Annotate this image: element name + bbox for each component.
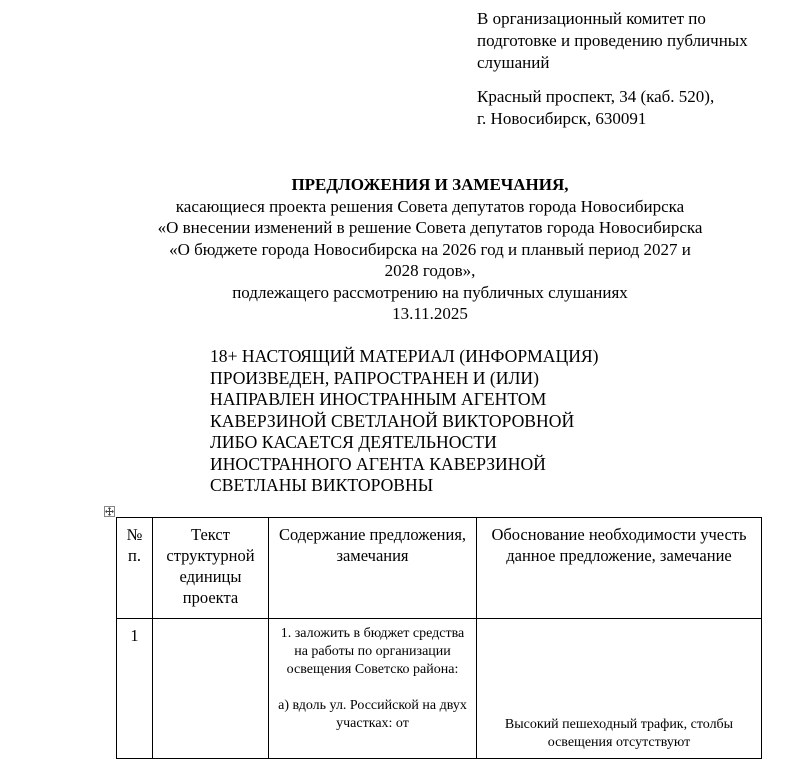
row-number: 1 (117, 619, 153, 759)
table-row (117, 619, 762, 759)
content-paragraph: 1. заложить в бюджет средства на работы по организации освещения Советско района: (280, 626, 465, 677)
row-content (269, 619, 477, 759)
notice-line: КАВЕРЗИНОЙ СВЕТЛАНОЙ ВИКТОРОВНОЙ (210, 410, 575, 431)
row-unit-text (153, 619, 269, 759)
notice-line: СВЕТЛАНЫ ВИКТОРОВНЫ (210, 475, 434, 495)
notice-line: ИНОСТРАННОГО АГЕНТА КАВЕРЗИНОЙ (210, 453, 546, 474)
table-move-handle-icon[interactable] (104, 506, 115, 517)
notice-line: 18+ НАСТОЯЩИЙ МАТЕРИАЛ (ИНФОРМАЦИЯ) (210, 346, 599, 366)
document-title: ПРЕДЛОЖЕНИЯ И ЗАМЕЧАНИЯ, (291, 175, 569, 194)
foreign-agent-notice (210, 346, 660, 497)
header-cell-unit-text: Текст структурной единицы проекта (153, 518, 269, 619)
header-line-3: «О бюджете города Новосибирска на 2026 год и планвый период 2027 и 2028 годов», (169, 239, 691, 280)
notice-line: НАПРАВЛЕН ИНОСТРАННЫМ АГЕНТОМ (210, 389, 547, 409)
document-header (110, 174, 750, 325)
header-cell-reason: Обоснование необходимости учесть данное предложение, замечание (477, 518, 762, 619)
proposals-table (116, 517, 762, 759)
addressee-address-line2: г. Новосибирск, 630091 (477, 109, 647, 128)
addressee-address-line1: Красный проспект, 34 (каб. 520), (477, 87, 715, 106)
content-paragraph: а) вдоль ул. Российской на двух участках: от (278, 698, 467, 731)
header-cell-number: № п. (117, 518, 153, 619)
addressee-block (477, 8, 787, 130)
header-line-2: «О внесении изменений в решение Совета депутатов города Новосибирска (157, 218, 703, 237)
notice-line: ПРОИЗВЕДЕН, РАПРОСТРАНЕН И (ИЛИ) (210, 367, 539, 388)
header-line-4: подлежащего рассмотрению на публичных слушаниях (232, 282, 628, 302)
hearing-date: 13.11.2025 (392, 304, 468, 323)
table-header-row (117, 518, 762, 619)
header-cell-content: Содержание предложения, замечания (269, 518, 477, 619)
notice-line: ЛИБО КАСАЕТСЯ ДЕЯТЕЛЬНОСТИ (210, 432, 497, 452)
header-line-1: касающиеся проекта решения Совета депутатов города Новосибирска (175, 196, 685, 216)
row-reason (477, 619, 762, 759)
addressee-organization: В организационный комитет по подготовке и проведению публичных слушаний (477, 9, 748, 72)
reason-text: Высокий пешеходный трафик, столбы освещения отсутствуют (504, 717, 734, 750)
